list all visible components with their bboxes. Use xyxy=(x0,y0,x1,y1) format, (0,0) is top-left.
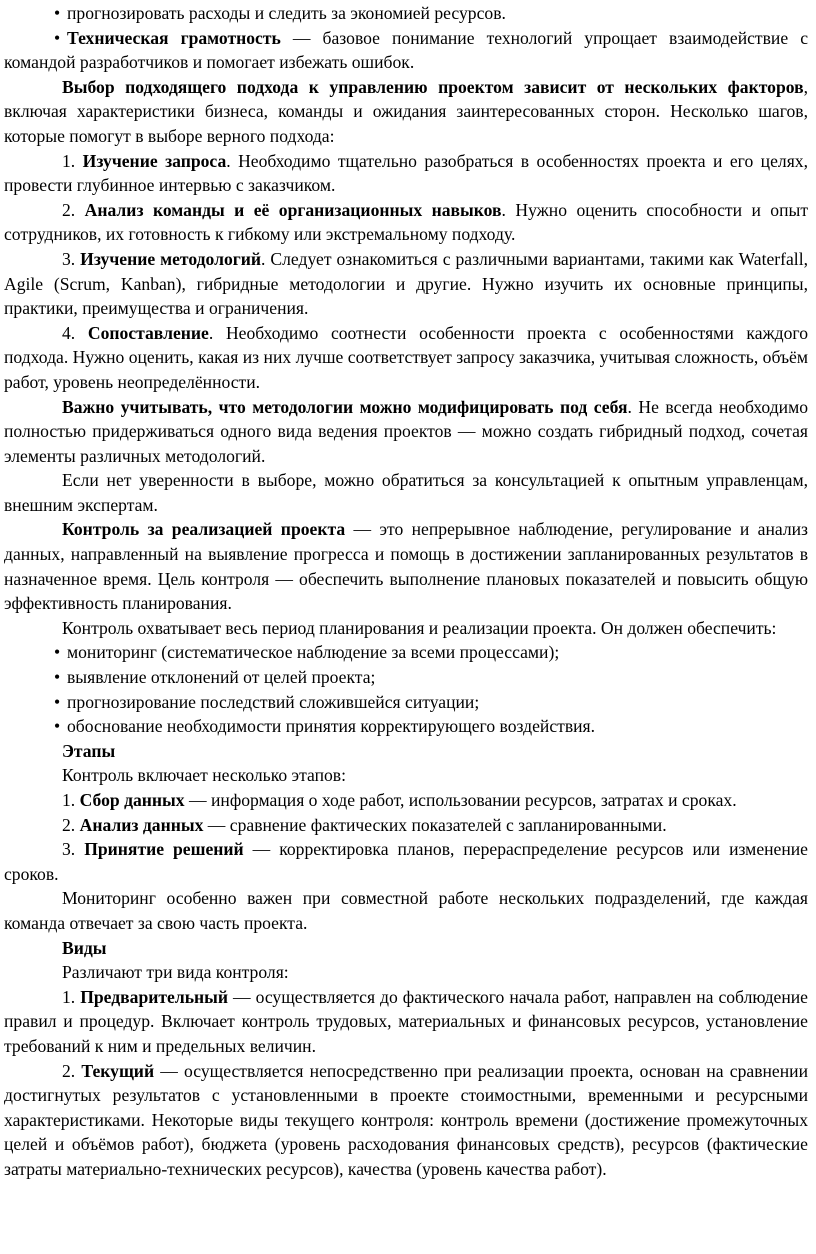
tech-literacy-text: — базовое понимание технологий упрощает взаимодействие с командой разработчиков и помогает избежать ошибок. xyxy=(4,27,809,73)
type-number: 2. xyxy=(62,1060,76,1081)
approach-step-4 xyxy=(4,321,808,395)
step-title: Изучение методологий xyxy=(80,248,262,269)
step-number: 1. xyxy=(62,150,76,171)
bullet-icon: • xyxy=(54,27,61,48)
stage-text: — сравнение фактических показателей с запланированными. xyxy=(203,814,667,835)
stage-1 xyxy=(4,788,808,813)
step-text: . Нужно оценить способности и опыт сотрудников, их готовность к гибкому или экстремальному подходу. xyxy=(4,199,809,245)
important-paragraph xyxy=(4,395,808,469)
approach-step-3 xyxy=(4,247,808,321)
approach-step-2 xyxy=(4,198,808,247)
control-bullet-text: обоснование необходимости принятия корректирующего воздействия. xyxy=(67,716,596,737)
control-definition-paragraph xyxy=(4,517,808,615)
step-title: Анализ команды и её организационных навыков xyxy=(84,199,502,220)
control-bullet-text: мониторинг (систематическое наблюдение за всеми процессами); xyxy=(67,642,560,663)
type-title: Текущий xyxy=(81,1060,155,1081)
control-scope-paragraph: Контроль охватывает весь период планирования и реализации проекта. Он должен обеспечить: xyxy=(62,617,777,638)
stages-heading: Этапы xyxy=(62,740,116,761)
step-number: 2. xyxy=(62,199,76,220)
control-bullet-text: прогнозирование последствий сложившейся ситуации; xyxy=(67,691,480,712)
stage-title: Принятие решений xyxy=(84,839,244,860)
stage-number: 3. xyxy=(62,839,76,860)
advice-paragraph: Если нет уверенности в выборе, можно обратиться за консультацией к опытным управленцам, внешним экспертам. xyxy=(4,470,808,515)
important-bold: Важно учитывать, что методологии можно модифицировать под себя xyxy=(62,396,628,417)
control-definition-bold: Контроль за реализацией проекта xyxy=(62,519,346,540)
intro-bullet-2 xyxy=(4,26,808,75)
monitoring-paragraph: Мониторинг особенно важен при совместной работе нескольких подразделений, где каждая команда отвечает за свою часть проекта. xyxy=(4,888,808,933)
control-definition-text: — это непрерывное наблюдение, регулирование и анализ данных, направленный на выявление прогресса и помощь в достижении запланированных результатов в назначенное время. Цель контроля — обеспечить выполнение плановых показателей и повысить общую эффективность планирования. xyxy=(4,519,808,614)
type-1 xyxy=(4,985,808,1059)
intro-bullet-text: прогнозировать расходы и следить за экономией ресурсов. xyxy=(67,3,506,23)
step-text: . Необходимо соотнести особенности проекта с особенностями каждого подхода. Нужно оценить, какая из них лучше соответствует запросу заказчика, учитывая сложность, объём работ, уровень неопределённости. xyxy=(4,322,808,392)
bullet-icon: • xyxy=(54,3,61,23)
stage-text: — корректировка планов, перераспределение ресурсов или изменение сроков. xyxy=(4,839,808,884)
approach-lead-paragraph xyxy=(4,75,808,149)
types-intro: Различают три вида контроля: xyxy=(62,962,289,983)
step-title: Сопоставление xyxy=(87,322,209,343)
stage-number: 2. xyxy=(62,814,76,835)
stage-2 xyxy=(4,813,808,838)
type-text: — осуществляется непосредственно при реализации проекта, основан на сравнении достигнутых результатов с установленными в проекте стоимостными, временными и ресурсными характеристиками. Некоторые виды текущего контроля: контроль времени (достижение промежуточных целей и объёмов работ), бюджета (уровень расходования финансовых средств), ресурсов (фактические затраты материально-технических ресурсов), качества (уровень качества работ). xyxy=(4,1060,808,1179)
stage-title: Анализ данных xyxy=(79,814,204,835)
stage-text: — информация о ходе работ, использовании ресурсов, затратах и сроках. xyxy=(184,790,737,810)
bullet-icon: • xyxy=(54,642,61,663)
bullet-icon: • xyxy=(54,667,61,688)
bullet-icon: • xyxy=(54,716,61,737)
control-bullet-2 xyxy=(4,665,808,690)
step-number: 4. xyxy=(62,322,76,343)
approach-lead-bold: Выбор подходящего подхода к управлению проектом зависит от нескольких факторов xyxy=(62,76,804,97)
type-title: Предварительный xyxy=(80,986,229,1007)
type-text: — осуществляется до фактического начала работ, направлен на соблюдение правил и процедур. Включает контроль трудовых, материальных и финансовых ресурсов, установление требований к ним и предельных величин. xyxy=(4,986,808,1056)
approach-step-1 xyxy=(4,149,808,198)
step-title: Изучение запроса xyxy=(82,150,227,171)
stages-intro: Контроль включает несколько этапов: xyxy=(62,765,346,786)
type-2 xyxy=(4,1059,808,1182)
step-number: 3. xyxy=(62,248,76,269)
step-text: . Следует ознакомиться с различными вариантами, такими как Waterfall, Agile (Scrum, Kanban), гибридные методологии и другие. Нужно изучить их основные принципы, практики, преимущества и ограничения. xyxy=(4,248,808,319)
type-number: 1. xyxy=(62,986,76,1007)
stage-title: Сбор данных xyxy=(79,790,185,810)
control-bullet-3 xyxy=(4,690,808,715)
types-heading: Виды xyxy=(62,937,107,958)
important-text: . Не всегда необходимо полностью придерживаться одного вида ведения проектов — можно создать гибридный подход, сочетая элементы различных методологий. xyxy=(4,396,808,466)
control-bullet-1 xyxy=(4,640,808,665)
intro-bullet-1 xyxy=(4,1,808,26)
stage-3 xyxy=(4,837,808,886)
control-bullet-text: выявление отклонений от целей проекта; xyxy=(67,667,376,688)
tech-literacy-term: Техническая грамотность xyxy=(67,27,281,48)
bullet-icon: • xyxy=(54,691,61,712)
control-bullet-4 xyxy=(4,714,808,739)
stage-number: 1. xyxy=(62,790,76,810)
approach-lead-text: , включая характеристики бизнеса, команды и ожидания заинтересованных сторон. Несколько шагов, которые помогут в выборе верного подхода: xyxy=(4,76,808,146)
step-text: . Необходимо тщательно разобраться в особенностях проекта и его целях, провести глубинное интервью с заказчиком. xyxy=(4,150,808,196)
